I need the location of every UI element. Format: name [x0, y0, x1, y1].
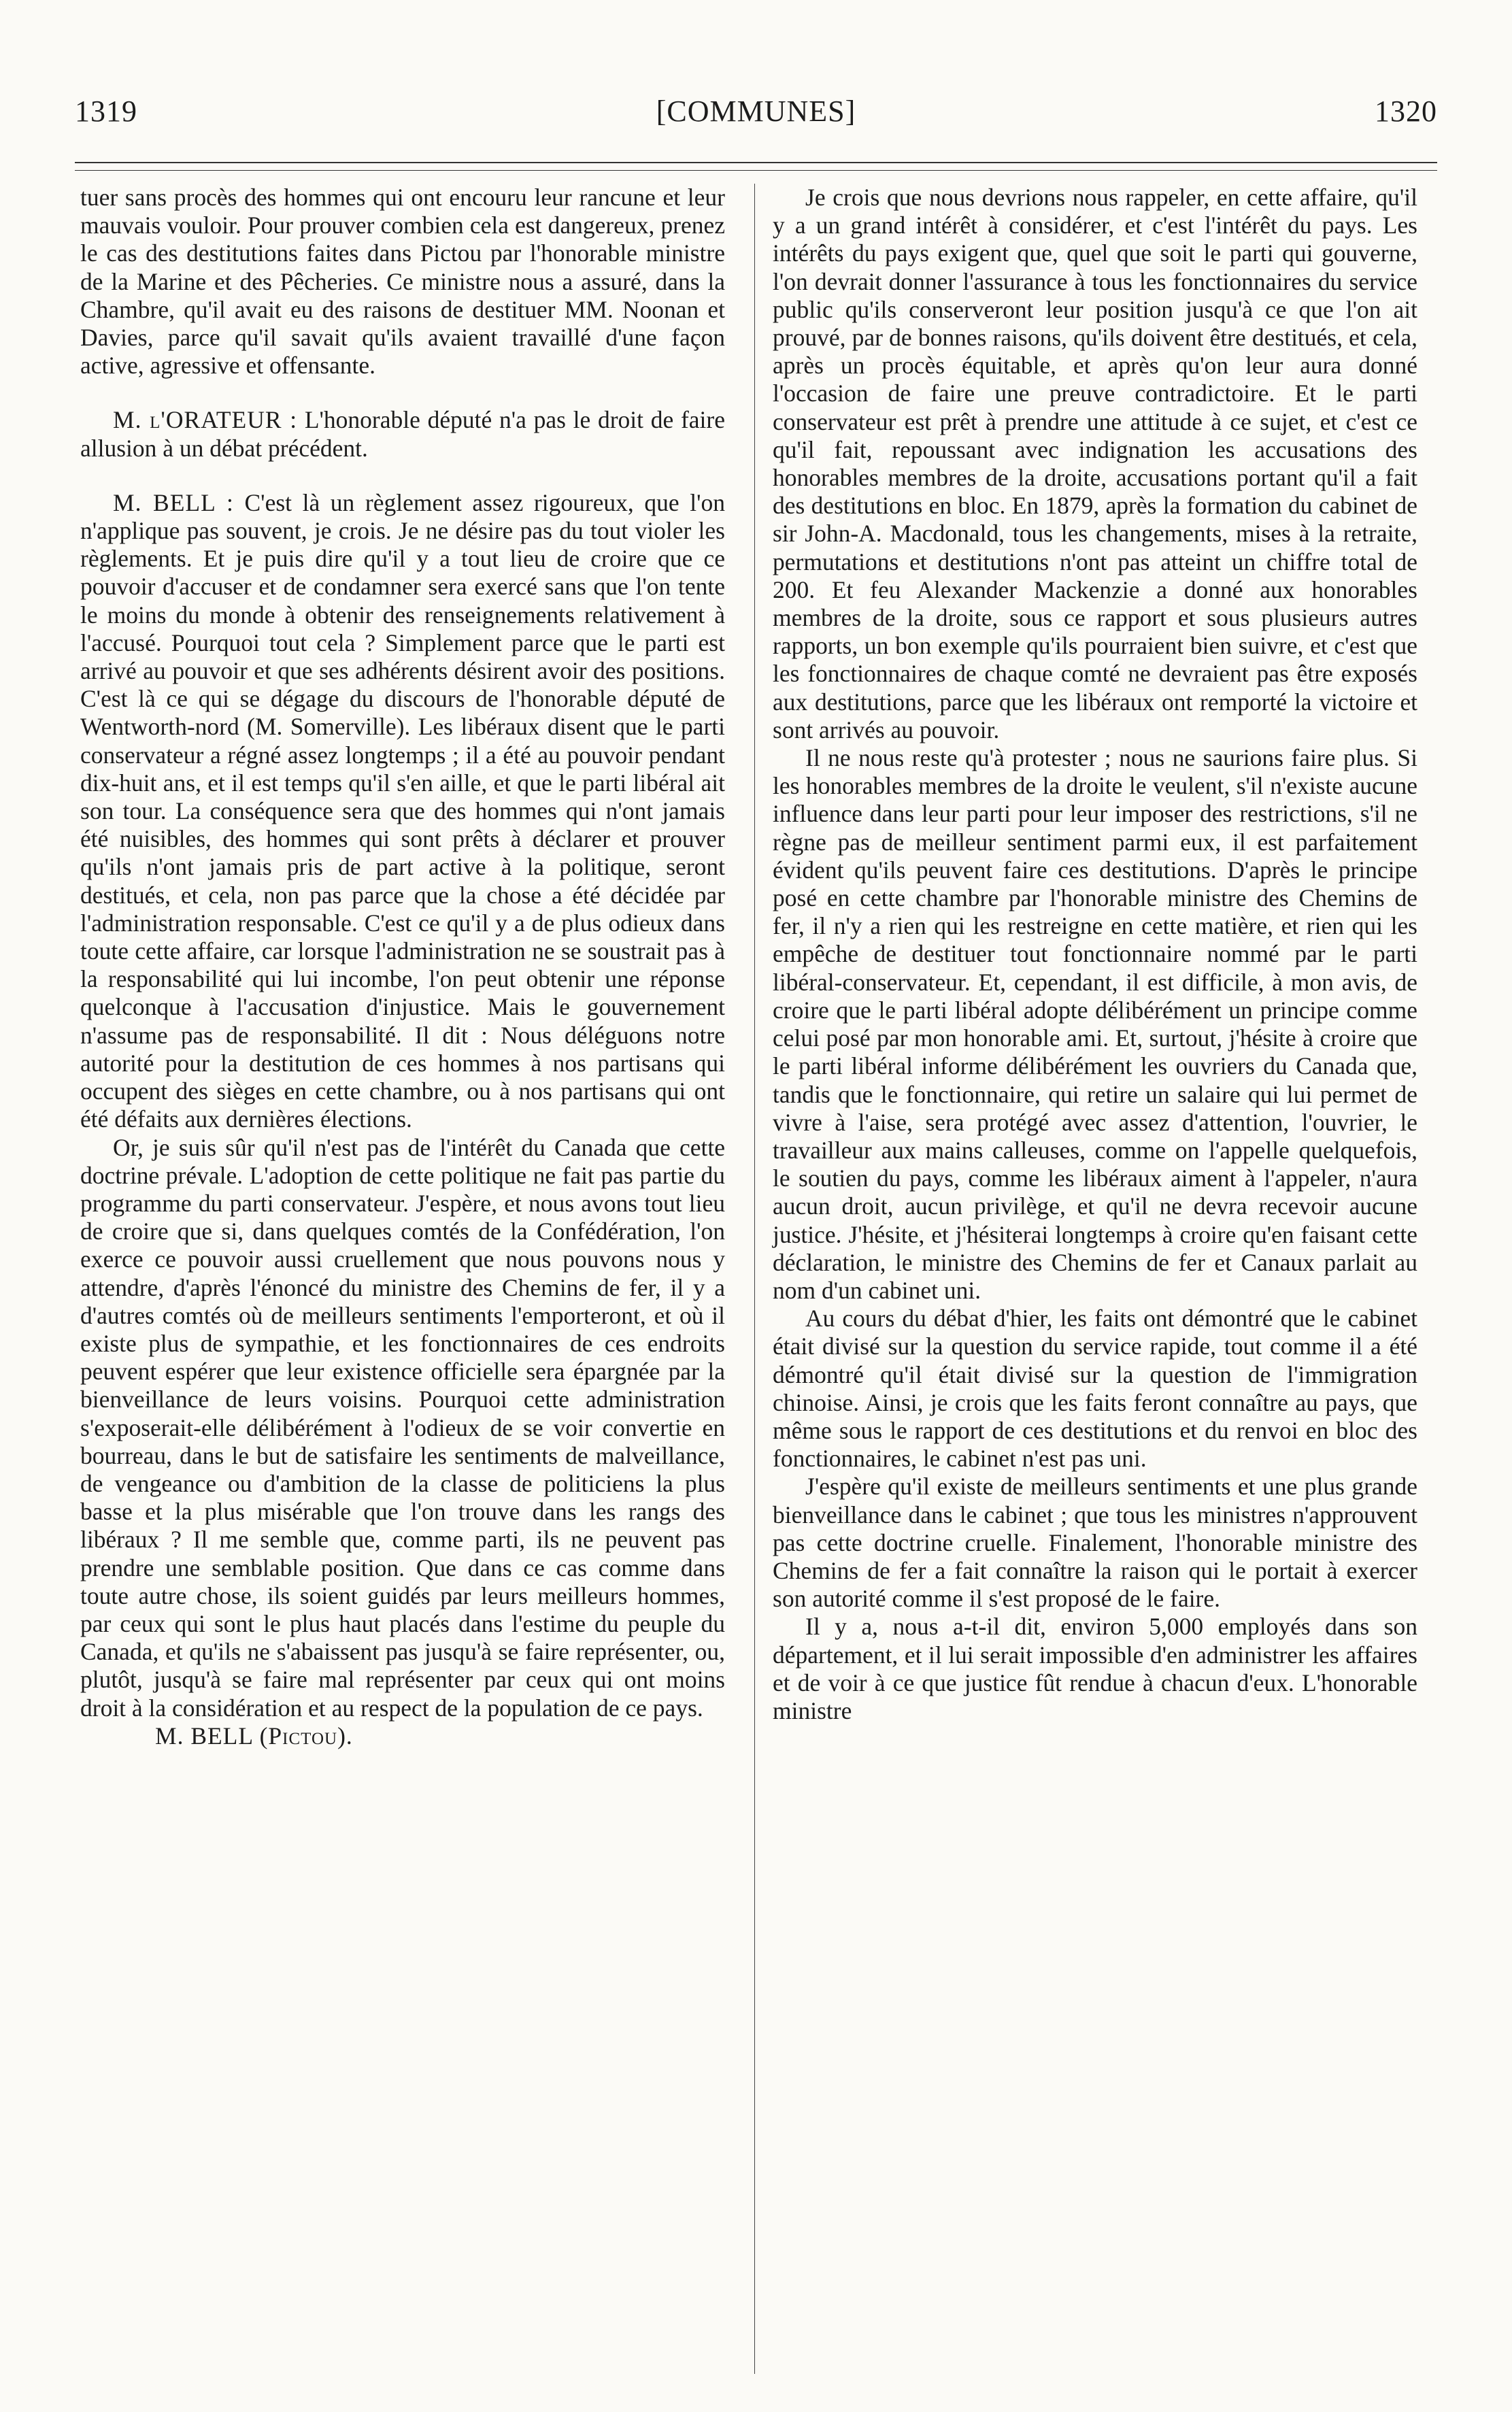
left-column: [80, 184, 725, 1750]
paragraph: Or, je suis sûr qu'il n'est pas de l'intérêt du Canada que cette doctrine prévale. L'adoption de cette politique ne fait pas partie du programme du parti conservateur. J'espère, et nous avons tout lieu de croire que si, dans quelques comtés de la Confédération, l'on exerce ce pouvoir aussi cruellement que nous pouvons nous y attendre, d'après l'énoncé du ministre des Chemins de fer, il y a d'autres comtés où de meilleurs sentiments l'emporteront, et où il existe plus de sympathie, et les fonctionnaires de ces endroits peuvent espérer que leur existence officielle sera épargnée par la bienveillance de leurs voisins. Pourquoi cette administration s'exposerait-elle délibérément à l'odieux de se voir convertie en bourreau, dans le but de satisfaire les sentiments de malveillance, de vengeance ou d'ambition de la classe de politiciens la plus basse et la plus misérable que l'on trouve dans les rangs des libéraux ? Il me semble que, comme parti, ils ne peuvent pas prendre une semblable position. Que dans ce cas comme dans toute autre chose, ils soient guidés par leurs meilleurs hommes, par ceux qui sont le plus haut placés dans l'estime du peuple du Canada, et qu'ils ne s'abaissent pas jusqu'à se faire représenter, ou, plutôt, jusqu'à se faire mal représenter par ceux qui ont moins droit à la considération et au respect de la population de ce pays.: [80, 1133, 725, 1722]
paragraph: Je crois que nous devrions nous rappeler, en cette affaire, qu'il y a un grand intérêt à considérer, et c'est l'intérêt du pays. Les intérêts du pays exigent que, quel que soit le parti qui gouverne, l'on devrait donner l'assurance à tous les fonctionnaires du service public qu'ils conserveront leur position jusqu'à ce que l'on ait prouvé, par de bonnes raisons, qu'ils doivent être destitués, et cela, après un procès équitable, et après qu'on leur aura donné l'occasion de faire une preuve contradictoire. Et le parti conservateur est prêt à prendre une attitude à ce sujet, et c'est ce qu'il fait, repoussant avec indignation les accusations des honorables membres de la droite, accusations portant qu'il a fait des destitutions en bloc. En 1879, après la formation du cabinet de sir John-A. Macdonald, tous les changements, mises à la retraite, permutations et destitutions n'ont pas atteint un chiffre total de 200. Et feu Alexander Mackenzie a donné aux honorables membres de la droite, sous ce rapport et sous plusieurs autres rapports, un bon exemple qu'ils pourraient bien suivre, et c'est que les fonctionnaires de chaque comté ne devraient pas être exposés aux destitutions, parce que les libéraux ont remporté la victoire et sont arrivés au pouvoir.: [773, 184, 1417, 743]
page-title: [COMMUNES]: [656, 95, 856, 128]
paragraph: Il y a, nous a-t-il dit, environ 5,000 employés dans son département, et il lui serait impossible d'en administrer les affaires et de voir à ce que justice fût rendue à chacun d'eux. L'honorable ministre: [773, 1613, 1417, 1724]
header-rule-top: [75, 162, 1437, 163]
page-header: [75, 94, 1437, 135]
speaker-name: M. l'ORATEUR :: [113, 406, 298, 434]
paragraph: Il ne nous reste qu'à protester ; nous ne saurions faire plus. Si les honorables membres de la droite le veulent, s'il n'existe aucune influence dans leur parti pour leur imposer des restrictions, s'il ne règne pas de meilleur sentiment parmi eux, il est parfaitement évident qu'ils peuvent faire ces destitutions. D'après le principe posé en cette chambre par l'honorable ministre des Chemins de fer, il n'y a rien qui les restreigne en cette matière, et rien qui les empêche de destituer tout fonctionnaire nommé par le parti libéral-conservateur. Et, cependant, il est difficile, à mon avis, de croire que le parti libéral adopte délibérément un principe comme celui posé par mon honorable ami. Et, surtout, j'hésite à croire que le parti libéral informe délibérément les ouvriers du Canada que, tandis que le fonctionnaire, qui retire un salaire qui lui permet de vivre à l'aise, sera protégé avec assez d'attention, l'ouvrier, le travailleur aux mains calleuses, comme on l'appelle quelquefois, le soutien du pays, comme les libéraux aiment à l'appeler, n'aura aucun droit, aucun privilège, et qu'il ne devra recevoir aucune justice. J'hésite, et j'hésiterai longtemps à croire qu'en faisant cette déclaration, le ministre des Chemins de fer et Canaux parlait au nom d'un cabinet uni.: [773, 744, 1417, 1304]
header-rule-bottom: [75, 170, 1437, 171]
paragraph: [80, 489, 725, 1134]
speech-text: C'est là un règlement assez rigoureux, que l'on n'applique pas souvent, je crois. Je ne désire pas du tout violer les règlements. Et je puis dire qu'il y a tout lieu de croire que ce pouvoir d'accuser et de condamner sera exercé sans que l'on tente le moins du monde à obtenir des renseignements relativement à l'accusé. Pourquoi tout cela ? Simplement parce que le parti est arrivé au pouvoir et que ses adhérents désirent avoir des positions. C'est là ce qui se dégage du discours de l'honorable député de Wentworth-nord (M. Somerville). Les libéraux disent que le parti conservateur a régné assez longtemps ; il a été au pouvoir pendant dix-huit ans, et il est temps qu'il s'en aille, et que le parti libéral ait son tour. La conséquence sera que des hommes qui n'ont jamais été nuisibles, des hommes qui sont prêts à déclarer et prouver qu'ils n'ont jamais pris de part active à la politique, seront destitués, et cela, non pas parce que la chose a été décidée par l'administration responsable. C'est ce qu'il y a de plus odieux dans toute cette affaire, car lorsque l'administration ne se soustrait pas à la responsabilité qui lui incombe, l'on peut obtenir une réponse quelconque à l'accusation d'injustice. Mais le gouvernement n'assume pas de responsabilité. Il dit : Nous déléguons notre autorité pour la destitution de ces hommes à nos partisans qui occupent des sièges en cette chambre, ou à nos partisans qui ont été défaits aux dernières élections.: [80, 488, 725, 1133]
paragraph: tuer sans procès des hommes qui ont encouru leur rancune et leur mauvais vouloir. Pour prouver combien cela est dangereux, prenez le cas des destitutions faites dans Pictou par l'honorable ministre de la Marine et des Pêcheries. Ce ministre nous a assuré, dans la Chambre, qu'il avait eu des raisons de destituer MM. Noonan et Davies, parce qu'il savait qu'ils avaient travaillé d'une façon active, agressive et offensante.: [80, 184, 725, 380]
paragraph: J'espère qu'il existe de meilleurs sentiments et une plus grande bienveillance dans le cabinet ; que tous les ministres n'approuvent pas cette doctrine cruelle. Finalement, l'honorable ministre des Chemins de fer a fait connaître la raison qui le portait à exercer son autorité comme il s'est proposé de le faire.: [773, 1473, 1417, 1613]
speaker-name: M. BELL :: [113, 488, 234, 516]
paragraph: [80, 406, 725, 462]
paragraph: Au cours du débat d'hier, les faits ont démontré que le cabinet était divisé sur la question du service rapide, tout comme il a été démontré qu'il était divisé sur la question de l'immigration chinoise. Ainsi, je crois que les faits feront connaître au pays, que même sous le rapport de ces destitutions et du renvoi en bloc des fonctionnaires, le cabinet n'est pas uni.: [773, 1305, 1417, 1473]
page-number-left: 1319: [75, 95, 137, 128]
right-column: [773, 184, 1417, 1725]
speech-text: L'honorable député n'a pas le droit de faire allusion à un débat précédent.: [80, 406, 725, 462]
page-number-right: 1320: [1375, 95, 1437, 128]
speaker-attribution: M. BELL (Pictou).: [155, 1722, 353, 1749]
column-divider: [754, 184, 755, 2374]
